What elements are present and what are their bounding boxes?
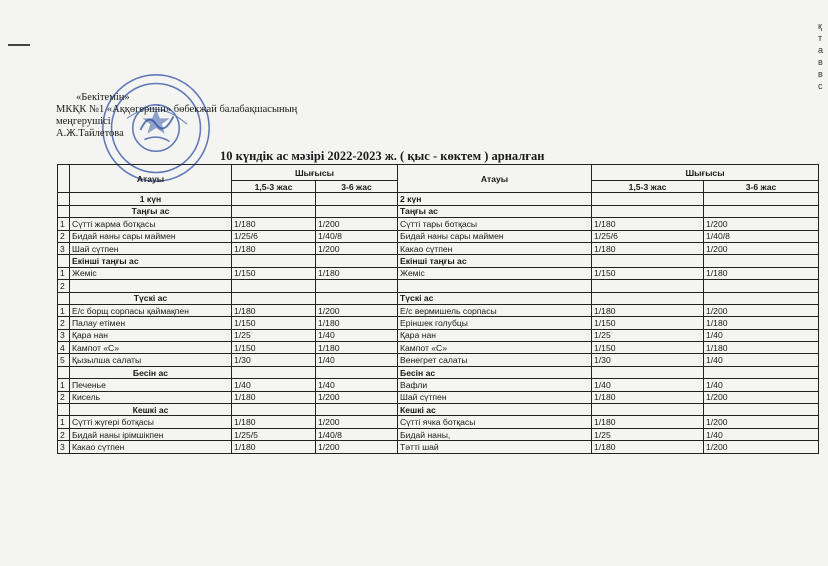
meal-label-left: Таңғы ас — [70, 205, 232, 217]
row-number: 2 — [58, 317, 70, 329]
portion-young-right: 1/150 — [592, 267, 704, 279]
section-spacer — [592, 205, 704, 217]
day-row-spacer — [58, 193, 70, 205]
dish-name-right: Еріншек голубцы — [398, 317, 592, 329]
portion-older-right: 1/180 — [704, 342, 819, 354]
age-header-left-1: 1,5-3 жас — [232, 181, 316, 193]
meal-label-right: Түскі ас — [398, 292, 592, 304]
dish-name-left: Кампот «С» — [70, 342, 232, 354]
dish-name-left: Қара нан — [70, 329, 232, 341]
portion-older-left: 1/200 — [316, 304, 398, 316]
row-number: 3 — [58, 441, 70, 453]
section-spacer — [232, 205, 316, 217]
row-number: 4 — [58, 342, 70, 354]
portion-young-right: 1/180 — [592, 416, 704, 428]
portion-older-left: 1/200 — [316, 391, 398, 403]
name-header-left: Атауы — [70, 165, 232, 193]
page-title: 10 күндік ас мәзірі 2022-2023 ж. ( қыс - көктем ) арналған — [220, 149, 545, 163]
section-spacer — [592, 404, 704, 416]
edge-mark: в — [818, 57, 823, 67]
meal-section-row — [58, 255, 819, 267]
portion-older-left: 1/40 — [316, 329, 398, 341]
portion-young-right: 1/180 — [592, 391, 704, 403]
portion-young-left: 1/150 — [232, 342, 316, 354]
portion-older-left: 1/40/8 — [316, 428, 398, 440]
section-spacer — [58, 255, 70, 267]
portion-older-right: 1/180 — [704, 317, 819, 329]
section-spacer — [316, 292, 398, 304]
table-row — [58, 304, 819, 316]
section-spacer — [704, 205, 819, 217]
meal-label-left: Түскі ас — [70, 292, 232, 304]
portion-young-right: 1/25 — [592, 329, 704, 341]
dish-name-right: Шай сүтпен — [398, 391, 592, 403]
portion-older-right: 1/200 — [704, 391, 819, 403]
portion-young-right: 1/180 — [592, 218, 704, 230]
empty-header — [58, 165, 70, 193]
day-row-spacer — [316, 193, 398, 205]
section-spacer — [232, 404, 316, 416]
dish-name-left: Печенье — [70, 379, 232, 391]
portion-young-left: 1/150 — [232, 267, 316, 279]
name-header-right: Атауы — [398, 165, 592, 193]
section-spacer — [704, 292, 819, 304]
edge-mark: в — [818, 69, 823, 79]
row-number: 5 — [58, 354, 70, 366]
margin-mark — [8, 44, 30, 46]
approval-heading: «Бекітемін» — [76, 92, 130, 103]
right-edge-marks — [818, 20, 823, 92]
row-number: 2 — [58, 391, 70, 403]
table-row — [58, 317, 819, 329]
section-spacer — [232, 366, 316, 378]
day-row-spacer — [704, 193, 819, 205]
portion-older-right: 1/40 — [704, 329, 819, 341]
table-row — [58, 354, 819, 366]
meal-label-right: Таңғы ас — [398, 205, 592, 217]
portion-older-left: 1/40 — [316, 354, 398, 366]
edge-mark: а — [818, 45, 824, 55]
table-row — [58, 280, 819, 292]
section-spacer — [316, 255, 398, 267]
table-row — [58, 218, 819, 230]
portion-young-right: 1/150 — [592, 317, 704, 329]
portion-older-left: 1/200 — [316, 218, 398, 230]
portion-young-left: 1/180 — [232, 391, 316, 403]
dish-name-right: Сүтті ячка ботқасы — [398, 416, 592, 428]
table-row — [58, 428, 819, 440]
portion-young-right: 1/150 — [592, 342, 704, 354]
section-spacer — [232, 292, 316, 304]
dish-name-right: Қара нан — [398, 329, 592, 341]
portion-older-left: 1/180 — [316, 342, 398, 354]
section-spacer — [232, 255, 316, 267]
row-number: 1 — [58, 267, 70, 279]
row-number: 1 — [58, 379, 70, 391]
output-header-left: Шығысы — [232, 165, 398, 181]
meal-label-right: Бесін ас — [398, 366, 592, 378]
portion-older-right: 1/200 — [704, 441, 819, 453]
portion-older-left: 1/40 — [316, 379, 398, 391]
approval-block — [56, 92, 297, 140]
row-number: 1 — [58, 416, 70, 428]
dish-name-right: Жеміс — [398, 267, 592, 279]
portion-older-right: 1/40 — [704, 379, 819, 391]
portion-older-left: 1/200 — [316, 242, 398, 254]
edge-mark: с — [818, 81, 823, 91]
meal-section-row — [58, 292, 819, 304]
portion-young-right: 1/180 — [592, 304, 704, 316]
section-spacer — [704, 404, 819, 416]
portion-young-left: 1/180 — [232, 218, 316, 230]
dish-name-left: Бидай наны сары маймен — [70, 230, 232, 242]
row-number: 1 — [58, 304, 70, 316]
meal-section-row — [58, 205, 819, 217]
dish-name-left: Қызылша салаты — [70, 354, 232, 366]
portion-young-right: 1/180 — [592, 441, 704, 453]
section-spacer — [592, 366, 704, 378]
portion-young-left: 1/30 — [232, 354, 316, 366]
day-label-left: 1 күн — [70, 193, 232, 205]
dish-name-left: Бидай наны ірімшікпен — [70, 428, 232, 440]
portion-older-left: 1/40/8 — [316, 230, 398, 242]
section-spacer — [316, 404, 398, 416]
portion-young-right — [592, 280, 704, 292]
edge-mark: т — [818, 33, 823, 43]
row-number: 1 — [58, 218, 70, 230]
portion-older-right: 1/40 — [704, 428, 819, 440]
portion-young-right: 1/180 — [592, 242, 704, 254]
meal-label-right: Кешкі ас — [398, 404, 592, 416]
dish-name-right: Бидай наны сары маймен — [398, 230, 592, 242]
day-label-right: 2 күн — [398, 193, 592, 205]
section-spacer — [58, 205, 70, 217]
section-spacer — [592, 255, 704, 267]
portion-older-left: 1/180 — [316, 317, 398, 329]
dish-name-left: Сүтті жарма ботқасы — [70, 218, 232, 230]
portion-young-right: 1/30 — [592, 354, 704, 366]
portion-young-left: 1/180 — [232, 441, 316, 453]
dish-name-left: Жеміс — [70, 267, 232, 279]
dish-name-right: Какао сүтпен — [398, 242, 592, 254]
row-number: 2 — [58, 428, 70, 440]
portion-older-left: 1/180 — [316, 267, 398, 279]
portion-older-left: 1/200 — [316, 416, 398, 428]
edge-mark: қ — [818, 21, 822, 31]
dish-name-right: Бидай наны, — [398, 428, 592, 440]
portion-young-left — [232, 280, 316, 292]
portion-young-left: 1/40 — [232, 379, 316, 391]
day-row-spacer — [592, 193, 704, 205]
portion-older-right: 1/40/8 — [704, 230, 819, 242]
table-row — [58, 329, 819, 341]
row-number: 2 — [58, 280, 70, 292]
dish-name-left: Кисель — [70, 391, 232, 403]
table-row — [58, 379, 819, 391]
section-spacer — [58, 366, 70, 378]
table-row — [58, 391, 819, 403]
dish-name-right: Вафли — [398, 379, 592, 391]
output-header-right: Шығысы — [592, 165, 819, 181]
table-row — [58, 230, 819, 242]
section-spacer — [316, 366, 398, 378]
menu-table — [57, 164, 819, 454]
meal-label-left: Екінші таңғы ас — [70, 255, 232, 267]
portion-older-left — [316, 280, 398, 292]
age-header-left-2: 3-6 жас — [316, 181, 398, 193]
dish-name-left: Какао сүтпен — [70, 441, 232, 453]
meal-label-right: Екінші таңғы ас — [398, 255, 592, 267]
portion-young-left: 1/25 — [232, 329, 316, 341]
portion-young-left: 1/180 — [232, 416, 316, 428]
meal-label-left: Бесін ас — [70, 366, 232, 378]
dish-name-right: Сүтті тары ботқасы — [398, 218, 592, 230]
dish-name-left — [70, 280, 232, 292]
row-number: 3 — [58, 329, 70, 341]
row-number: 3 — [58, 242, 70, 254]
table-row — [58, 267, 819, 279]
dish-name-left: Шай сүтпен — [70, 242, 232, 254]
portion-older-right: 1/180 — [704, 267, 819, 279]
portion-young-left: 1/25/6 — [232, 230, 316, 242]
portion-young-right: 1/25/6 — [592, 230, 704, 242]
dish-name-right: Тәтті шай — [398, 441, 592, 453]
section-spacer — [704, 255, 819, 267]
approval-position: меңгерушісі — [56, 116, 111, 127]
meal-label-left: Кешкі ас — [70, 404, 232, 416]
section-spacer — [592, 292, 704, 304]
portion-older-right: 1/40 — [704, 354, 819, 366]
table-row — [58, 242, 819, 254]
dish-name-right — [398, 280, 592, 292]
portion-young-right: 1/25 — [592, 428, 704, 440]
meal-section-row — [58, 366, 819, 378]
section-spacer — [58, 404, 70, 416]
portion-young-left: 1/25/5 — [232, 428, 316, 440]
portion-young-left: 1/150 — [232, 317, 316, 329]
meal-section-row — [58, 404, 819, 416]
day-row-spacer — [232, 193, 316, 205]
age-header-right-2: 3-6 жас — [704, 181, 819, 193]
table-row — [58, 342, 819, 354]
age-header-right-1: 1,5-3 жас — [592, 181, 704, 193]
section-spacer — [704, 366, 819, 378]
dish-name-left: Е/с борщ сорпасы қаймақпен — [70, 304, 232, 316]
dish-name-left: Палау етімен — [70, 317, 232, 329]
portion-young-right: 1/40 — [592, 379, 704, 391]
approval-organization: МКҚК №1 «Аққөгершін» бөбекжай балабақшасының — [56, 104, 298, 115]
portion-older-right — [704, 280, 819, 292]
portion-young-left: 1/180 — [232, 242, 316, 254]
dish-name-right: Е/с вермишель сорпасы — [398, 304, 592, 316]
portion-older-right: 1/200 — [704, 242, 819, 254]
section-spacer — [58, 292, 70, 304]
section-spacer — [316, 205, 398, 217]
dish-name-right: Кампот «С» — [398, 342, 592, 354]
portion-older-right: 1/200 — [704, 416, 819, 428]
portion-young-left: 1/180 — [232, 304, 316, 316]
row-number: 2 — [58, 230, 70, 242]
table-row — [58, 416, 819, 428]
portion-older-left: 1/200 — [316, 441, 398, 453]
approval-name: А.Ж.Тайлетова — [56, 128, 124, 139]
portion-older-right: 1/200 — [704, 218, 819, 230]
dish-name-left: Сүтті жүгері ботқасы — [70, 416, 232, 428]
portion-older-right: 1/200 — [704, 304, 819, 316]
dish-name-right: Венегрет салаты — [398, 354, 592, 366]
table-row — [58, 441, 819, 453]
